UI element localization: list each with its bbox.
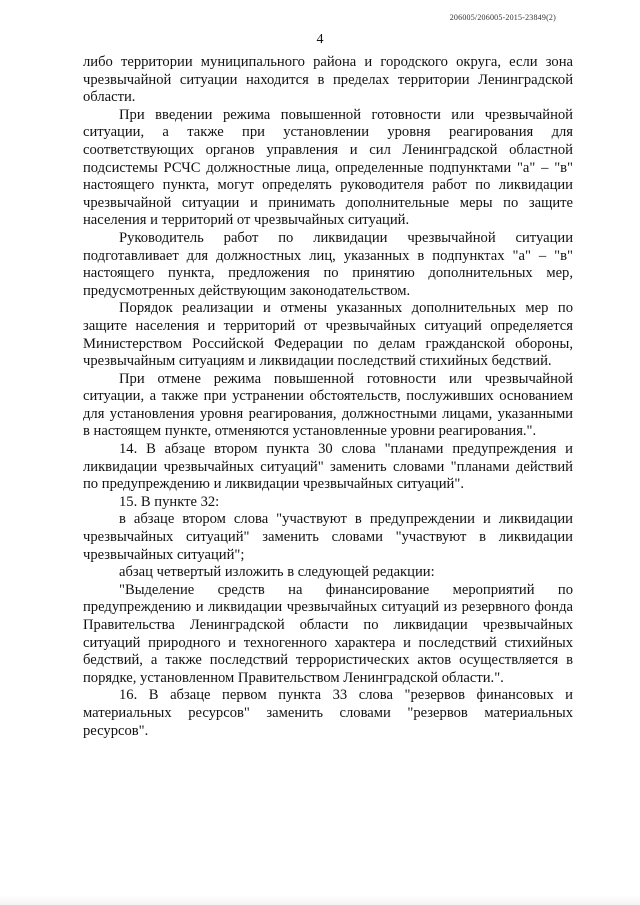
- paragraph-3: Руководитель работ по ликвидации чрезвычайной ситуации подготавливает для должностных лиц, указанных в подпунктах "а" – "в" настоящего пункта, предложения по принятию дополнительных мер, предусмотренных действующим законодательством.: [83, 229, 573, 299]
- paragraph-8: в абзаце втором слова "участвуют в предупреждении и ликвидации чрезвычайных ситуаций" заменить словами "участвуют в ликвидации чрезвычайных ситуаций";: [83, 511, 573, 563]
- document-id: 206005/206005-2015-23849(2): [449, 13, 556, 22]
- page-bottom-edge: [0, 895, 640, 905]
- paragraph-7: 15. В пункте 32:: [119, 493, 220, 510]
- paragraph-1: либо территории муниципального района и городского округа, если зона чрезвычайной ситуации находится в пределах территории Ленинградской области.: [83, 54, 573, 106]
- paragraph-11: 16. В абзаце первом пункта 33 слова "резервов финансовых и материальных ресурсов" заменить словами "резервов материальных ресурсов".: [83, 687, 573, 739]
- paragraph-10: "Выделение средств на финансирование мероприятий по предупреждению и ликвидации чрезвычайных ситуаций из резервного фонда Правительства Ленинградской области по ликвидации чрезвычайных ситуаций природного и техногенного характера и последствий стихийных бедствий, а также последствий террористических актов осуществляется в порядке, установленном Правительством Ленинградской области.".: [83, 581, 573, 686]
- paragraph-5: При отмене режима повышенной готовности или чрезвычайной ситуации, а также при устранении обстоятельств, послуживших основанием для установления уровня реагирования, должностными лицами, указанными в настоящем пункте, отменяются установленные уровни реагирования.".: [83, 370, 573, 440]
- paragraph-6: 14. В абзаце втором пункта 30 слова "планами предупреждения и ликвидации чрезвычайных ситуаций" заменить словами "планами действий по предупреждению и ликвидации чрезвычайных ситуаций".: [83, 441, 573, 493]
- document-body: [83, 54, 573, 740]
- page-number: 4: [316, 32, 324, 47]
- paragraph-4: Порядок реализации и отмены указанных дополнительных мер по защите населения и территорий от чрезвычайных ситуаций определяется Министерством Российской Федерации по делам гражданской обороны, чрезвычайным ситуациям и ликвидации последствий стихийных бедствий.: [83, 300, 573, 370]
- paragraph-9: абзац четвертый изложить в следующей редакции:: [119, 564, 435, 581]
- paragraph-2: При введении режима повышенной готовности или чрезвычайной ситуации, а также при установлении уровня реагирования для соответствующих органов управления и сил Ленинградской областной подсистемы РСЧС должностные лица, определенные подпунктами "а" – "в" настоящего пункта, могут определять руководителя работ по ликвидации чрезвычайной ситуации и принимать дополнительные меры по защите населения и территорий от чрезвычайных ситуаций.: [83, 106, 573, 229]
